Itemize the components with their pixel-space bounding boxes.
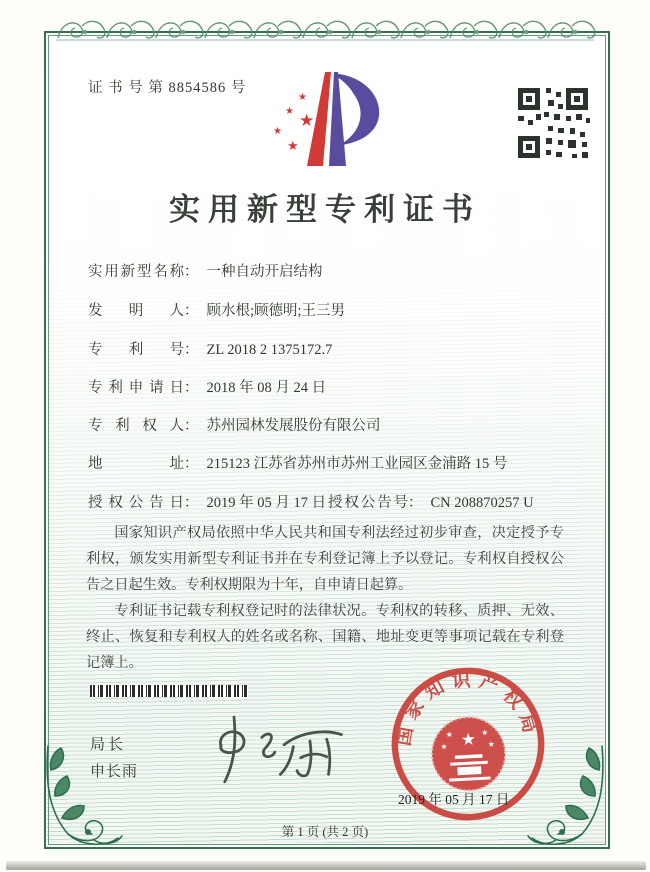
field-value: 2018 年 08 月 24 日 (206, 380, 327, 396)
field-row-name (88, 260, 568, 281)
signature-shen-changyu (192, 704, 352, 792)
field-label: 专利申请日 (88, 380, 184, 396)
field-row-inventor (88, 299, 568, 320)
scan-edge-shadow (6, 861, 646, 870)
top-ornament-band (54, 16, 596, 48)
svg-text:★: ★ (445, 729, 454, 740)
field-value: 2019 年 05 月 17 日 (206, 495, 327, 511)
svg-text:★: ★ (273, 126, 282, 137)
field-row-address (88, 452, 568, 473)
field-row-patent-no (88, 338, 568, 359)
colon: ： (184, 380, 199, 396)
colon: ： (184, 456, 199, 472)
legal-paragraph-2: 专利证书记载专利权登记时的法律状况。专利权的转移、质押、无效、终止、恢复和专利权人的姓名或名称、国籍、地址变更等事项记载在专利登记簿上。 (86, 603, 564, 671)
colon: ： (184, 418, 199, 434)
svg-text:★: ★ (460, 729, 477, 750)
qr-code (514, 84, 592, 162)
colon: ： (184, 342, 199, 358)
director-title: 局长 (90, 737, 127, 753)
field-value: ZL 2018 2 1375172.7 (206, 342, 333, 358)
field-label: 实用新型名称 (88, 264, 184, 280)
field-label: 授权公告日 (88, 495, 184, 511)
svg-text:★: ★ (285, 106, 294, 117)
colon: ： (184, 495, 199, 511)
certificate-number: 证 书 号 第 8854586 号 (88, 80, 247, 96)
field-row-patentee (88, 414, 568, 435)
certificate-title: 实用新型专利证书 (169, 192, 481, 227)
cnipa-logo (265, 70, 395, 170)
legal-paragraph-1: 国家知识产权局依照中华人民共和国专利法经过初步审查，决定授予专利权，颁发实用新型专利证书并在专利登记簿上予以登记。专利权自授权公告之日起生效。专利权期限为十年，自申请日起算。 (86, 525, 564, 593)
director-name: 申长雨 (90, 764, 139, 780)
seal-text: 国家知识产权局 (393, 669, 543, 748)
legal-text (86, 520, 564, 676)
field-value: 215123 江苏省苏州市苏州工业园区金浦路 15 号 (206, 456, 508, 472)
field-row-grant (88, 491, 568, 512)
svg-text:★: ★ (299, 111, 315, 130)
logo-stars (273, 92, 314, 153)
field-label: 地址 (88, 456, 184, 472)
svg-text:★: ★ (298, 92, 307, 103)
logo-purple-wedge (329, 72, 346, 166)
svg-text:★: ★ (287, 138, 299, 153)
barcode (90, 685, 248, 697)
field-pair-grant-no (328, 491, 534, 512)
field-label: 发明人 (88, 303, 184, 319)
svg-text:★: ★ (487, 739, 496, 749)
field-label: 专利号 (88, 342, 184, 358)
page-number: 第 1 页 (共 2 页) (281, 825, 369, 839)
colon: ： (184, 264, 199, 280)
field-value: CN 208870257 U (430, 495, 534, 511)
field-value: 苏州园林发展股份有限公司 (206, 418, 381, 434)
national-emblem (430, 715, 507, 792)
field-label: 专利权人 (88, 418, 184, 434)
svg-text:★: ★ (440, 742, 448, 752)
field-value: 一种自动开启结构 (206, 264, 323, 280)
seal-date: 2019 年 05 月 17 日 (398, 792, 510, 807)
field-label: 授权公告号 (328, 495, 408, 511)
colon: ： (408, 495, 423, 511)
colon: ： (184, 303, 199, 319)
svg-text:★: ★ (481, 728, 489, 738)
field-value: 顾水根;顾德明;王三男 (206, 303, 346, 319)
field-row-filing-date (88, 376, 568, 397)
